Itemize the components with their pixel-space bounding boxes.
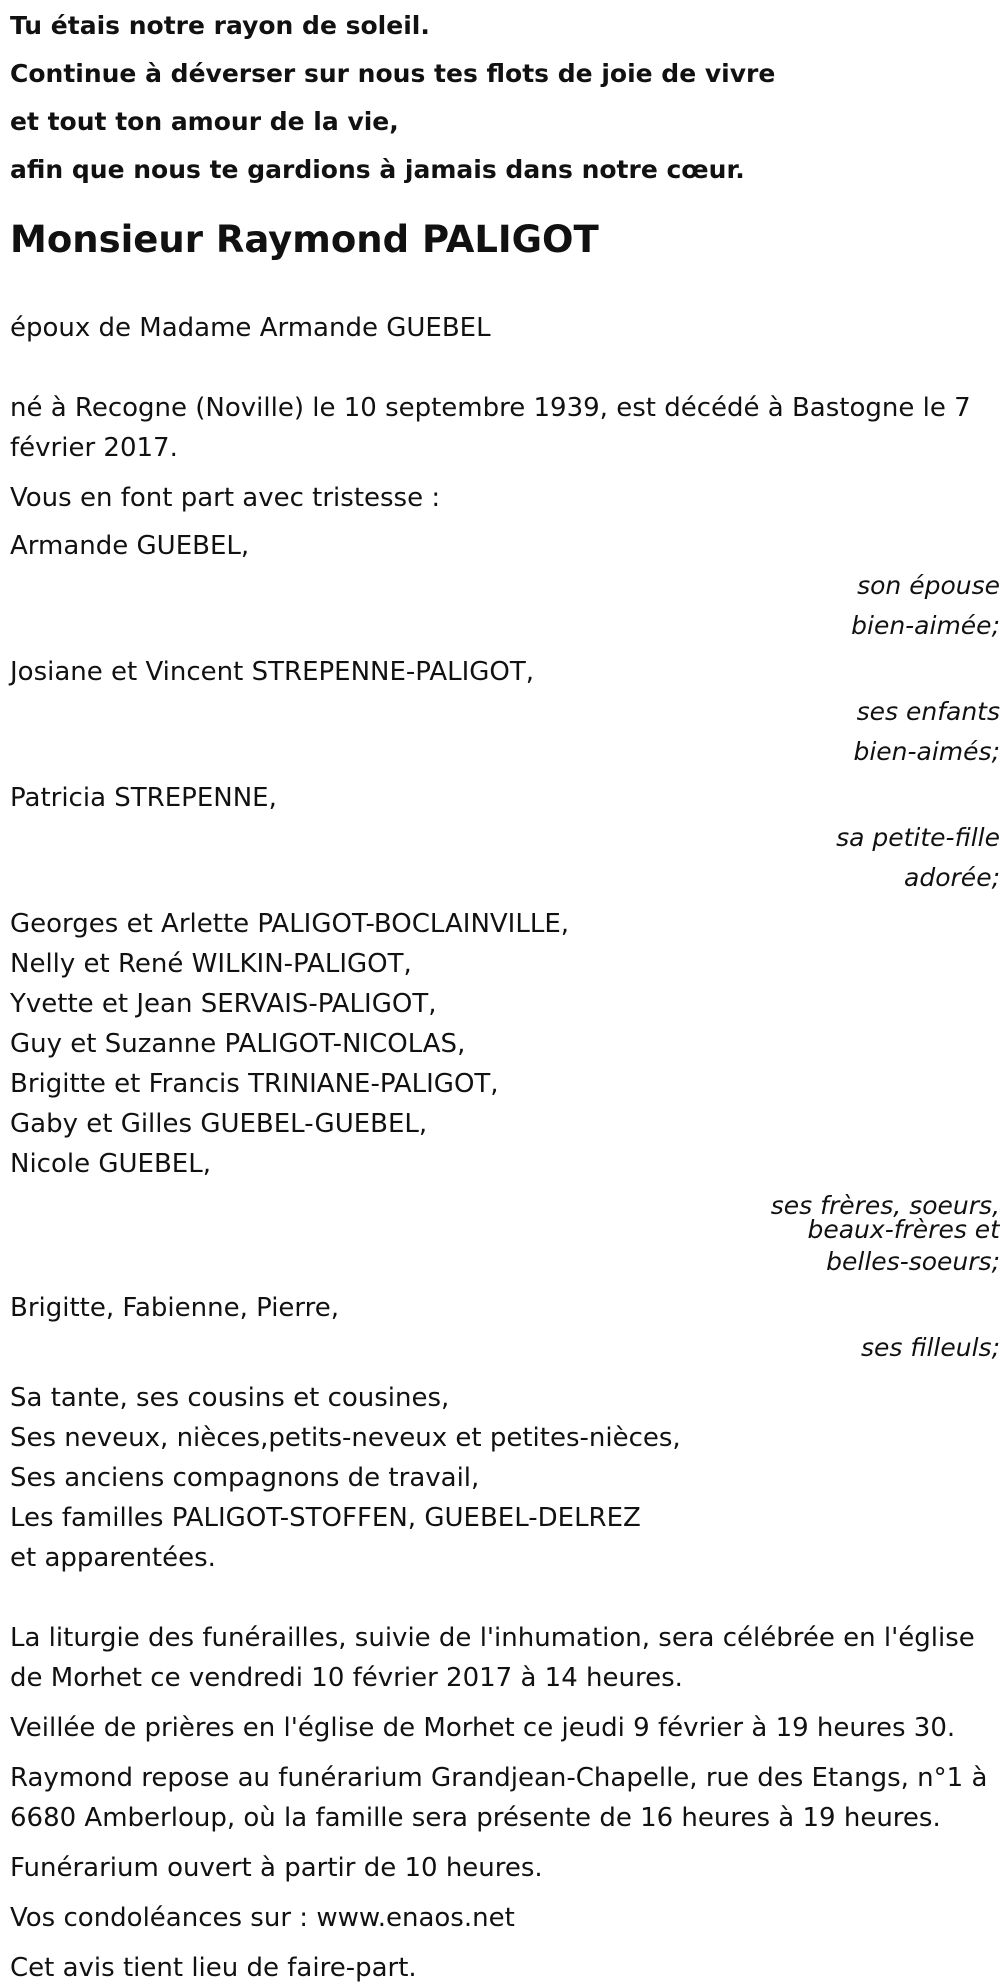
family-group-godchildren [10,1288,1000,1368]
other-relatives-line: Ses anciens compagnons de travail, [10,1463,480,1493]
family-group-spouse [10,526,1000,646]
other-relatives-line: Les familles PALIGOT-STOFFEN, GUEBEL-DELREZ [10,1503,641,1533]
condolences-info: Vos condoléances sur : www.enaos.net [10,1903,515,1933]
other-relatives [10,1378,990,1578]
family-name: Guy et Suzanne PALIGOT-NICOLAS, [10,1029,466,1059]
family-name: Armande GUEBEL, [10,531,250,561]
family-relation: sa petite-fille [836,823,1000,852]
poem-line: et tout ton amour de la vie, [10,107,399,136]
deceased-name: Monsieur Raymond PALIGOT [10,218,599,261]
family-relation: ses frères, soeurs, [770,1191,1000,1220]
family-name: Patricia STREPENNE, [10,783,277,813]
family-name: Brigitte et Francis TRINIANE-PALIGOT, [10,1069,499,1099]
poem-line: afin que nous te gardions à jamais dans notre cœur. [10,155,745,184]
other-relatives-line: et apparentées. [10,1543,216,1573]
family-group-siblings [10,904,1000,1282]
announcement: Vous en font part avec tristesse : [10,483,441,513]
family-name: Brigitte, Fabienne, Pierre, [10,1293,340,1323]
family-relation: belles-soeurs; [826,1247,1000,1276]
notice-text: Cet avis tient lieu de faire-part. [10,1953,417,1983]
family-relation: son épouse [857,571,1000,600]
family-relation: ses filleuls; [860,1333,1000,1362]
poem-line: Continue à déverser sur nous tes flots de joie de vivre [10,59,776,88]
birth-death: né à Recogne (Noville) le 10 septembre 1939, est décédé à Bastogne le 7 février 2017. [10,393,971,463]
other-relatives-line: Sa tante, ses cousins et cousines, [10,1383,450,1413]
spouse-of: époux de Madame Armande GUEBEL [10,313,491,343]
family-name: Nicole GUEBEL, [10,1149,211,1179]
family-name: Yvette et Jean SERVAIS-PALIGOT, [10,989,437,1019]
family-group-granddaughter [10,778,1000,898]
other-relatives-line: Ses neveux, nièces,petits-neveux et petites-nièces, [10,1423,681,1453]
family-relation: ses enfants [856,697,1000,726]
funerarium-info: Raymond repose au funérarium Grandjean-Chapelle, rue des Etangs, n°1 à 6680 Amberloup, où la famille sera présente de 16 heures à 19 heures. [10,1763,988,1833]
family-name: Gaby et Gilles GUEBEL-GUEBEL, [10,1109,428,1139]
funeral-info: La liturgie des funérailles, suivie de l'inhumation, sera célébrée en l'église de Morhet ce vendredi 10 février 2017 à 14 heures. [10,1623,975,1693]
family-name: Georges et Arlette PALIGOT-BOCLAINVILLE, [10,909,570,939]
family-group-children [10,652,1000,772]
opening-hours: Funérarium ouvert à partir de 10 heures. [10,1853,543,1883]
family-name: Josiane et Vincent STREPENNE-PALIGOT, [10,657,535,687]
poem-line: Tu étais notre rayon de soleil. [10,11,430,40]
family-list [10,526,1000,1368]
family-relation: beaux-frères et [807,1215,1000,1244]
family-name: Nelly et René WILKIN-PALIGOT, [10,949,412,979]
family-relation: bien-aimée; [851,611,1000,640]
family-relation: adorée; [904,863,1000,892]
family-relation: bien-aimés; [853,737,1000,766]
vigil-info: Veillée de prières en l'église de Morhet ce jeudi 9 février à 19 heures 30. [10,1713,956,1743]
poem [10,0,990,190]
